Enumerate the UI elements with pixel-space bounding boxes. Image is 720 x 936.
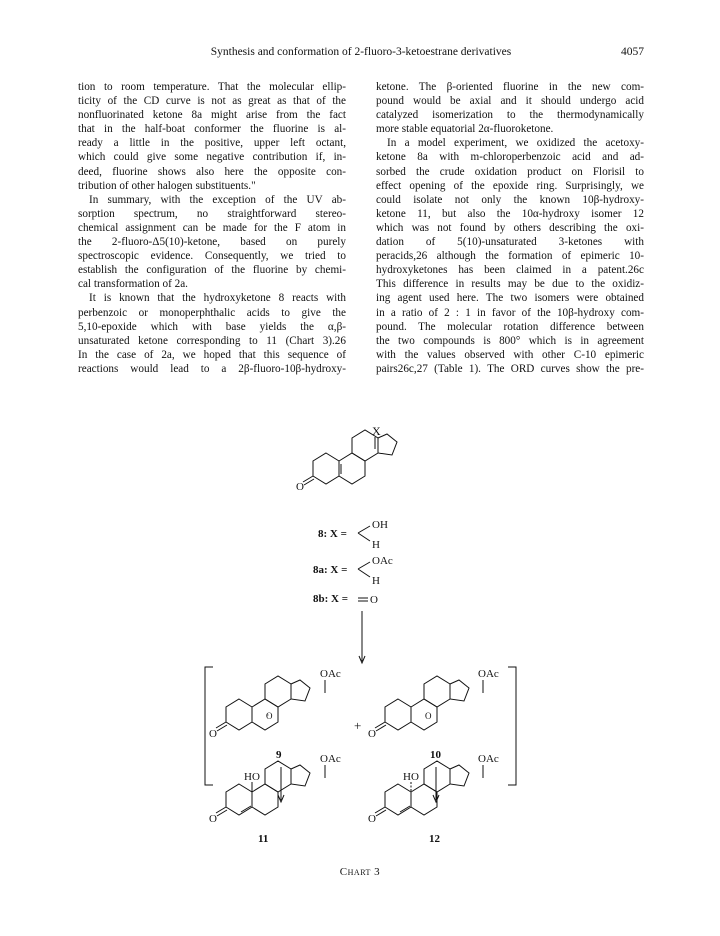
right-bracket xyxy=(508,667,516,785)
compound-8b-label: 8b: X = xyxy=(313,593,348,605)
oac-label: OAc xyxy=(478,753,499,765)
h-label: H xyxy=(372,539,380,551)
epoxide-o-label: O xyxy=(266,711,273,721)
compound-12-structure xyxy=(368,753,499,845)
text-line: establish the configuration of the fluorine by chemi- xyxy=(78,264,346,277)
paragraph xyxy=(78,80,346,193)
running-title: Synthesis and conformation of 2-fluoro-3-ketoestrane derivatives xyxy=(210,46,512,58)
text-line: effect opening of the epoxide ring. Surprisingly, we xyxy=(376,179,644,192)
substituent-x-label: X xyxy=(372,424,381,438)
text-line: spectroscopic evidence. Consequently, we tried to xyxy=(78,250,346,263)
paragraph xyxy=(78,193,346,292)
paragraph xyxy=(376,80,644,136)
compound-12-label: 12 xyxy=(429,833,440,845)
text-line: which could give some negative contribution if, in- xyxy=(78,151,346,164)
left-bracket xyxy=(205,667,213,785)
compound-9-label: 9 xyxy=(276,749,282,761)
text-line: In a model experiment, we oxidized the acetoxy- xyxy=(387,137,644,150)
text-line: ketone 8a with m-chloroperbenzoic acid and ad- xyxy=(376,151,644,164)
carbonyl-o-label: O xyxy=(368,728,376,740)
compound-11-label: 11 xyxy=(258,833,269,845)
text-line: sorption spectrum, no straightforward stereo- xyxy=(78,207,346,220)
text-line: cal transformation of 2a. xyxy=(78,278,188,291)
text-line: catalyzed isomerization to the thermodynamically xyxy=(376,109,644,122)
o-label: O xyxy=(370,594,378,606)
oac-label: OAc xyxy=(372,555,393,567)
compound-11-structure xyxy=(209,753,341,845)
text-line: that in the half-boat conformer the fluorine is al- xyxy=(78,123,346,136)
text-line: ticity of the CD curve is not as great as that of the xyxy=(78,95,346,108)
text-line: ready a little in the positive, upper left octant, xyxy=(78,137,346,150)
text-line: tribution of other halogen substituents." xyxy=(78,179,256,192)
compound-9-structure xyxy=(209,668,341,761)
reaction-scheme-chart xyxy=(0,395,720,865)
text-line: ketone. The β-oriented fluorine in the new com- xyxy=(376,81,644,93)
oac-label: OAc xyxy=(320,668,341,680)
paragraph xyxy=(376,136,644,376)
compound-10-structure xyxy=(368,668,499,761)
text-line: the two compounds is 800° which is in agreement xyxy=(376,334,644,347)
plus-sign: + xyxy=(354,718,362,733)
carbonyl-o-label: O xyxy=(209,728,217,740)
text-line: could isolate not only the known 10β-hydroxy- xyxy=(376,193,644,206)
text-line: reactions would lead to a 2β-fluoro-10β-hydroxy- xyxy=(78,362,346,375)
carbonyl-o-label: O xyxy=(368,813,376,825)
epoxide-o-label: O xyxy=(425,711,432,721)
text-line: pound. The molecular rotation difference between xyxy=(376,320,644,333)
h-label: H xyxy=(372,575,380,587)
left-column xyxy=(78,80,346,376)
right-column xyxy=(376,80,644,376)
page-number: 4057 xyxy=(621,46,644,58)
compound-8-label: 8: X = xyxy=(318,528,347,540)
chart-caption: Chart 3 xyxy=(339,866,381,878)
compound-10-label: 10 xyxy=(430,749,441,761)
ring-d xyxy=(378,434,397,455)
carbonyl-o-label: O xyxy=(209,813,217,825)
carbonyl-o-label: O xyxy=(296,481,304,493)
reaction-arrow xyxy=(278,767,284,802)
substituent-definitions xyxy=(313,519,393,606)
text-line: pairs26c,27 (Table 1). The ORD curves show the pre- xyxy=(376,362,644,375)
reaction-arrow xyxy=(433,767,439,802)
text-line: nonfluorinated ketone 8a might arise from the fact xyxy=(78,109,346,122)
reaction-arrow xyxy=(359,611,365,663)
oh-label: OH xyxy=(372,519,388,531)
text-line: sorbed the crude oxidation product on Florisil to xyxy=(376,165,644,178)
ring-a xyxy=(313,453,339,484)
ho-label: HO xyxy=(244,771,260,783)
ho-label: HO xyxy=(403,771,419,783)
text-line: peracids,26 although the formation of epimeric 10- xyxy=(376,250,644,263)
running-header xyxy=(78,46,644,62)
text-line: which was not found by others describing the oxi- xyxy=(376,221,644,234)
text-line: dation of 5(10)-unsaturated 3-ketones with xyxy=(376,236,644,249)
text-line: in a ratio of 2 : 1 in favor of the 10β-hydroxy com- xyxy=(376,306,644,319)
ring-b xyxy=(339,453,365,484)
text-line: It is known that the hydroxyketone 8 reacts with xyxy=(89,292,346,305)
text-line: ketone 11, but also the 10α-hydroxy isomer 12 xyxy=(376,207,644,220)
text-line: pound would be axial and it should undergo acid xyxy=(376,95,644,108)
compound-8-structure xyxy=(296,424,397,493)
text-line: In summary, with the exception of the UV ab- xyxy=(89,193,346,206)
text-line: hydroxyketones has been claimed in a patent.26c xyxy=(376,264,644,277)
text-line: In the case of 2a, we hoped that this sequence of xyxy=(78,348,346,361)
text-line: unsaturated ketone corresponding to 11 (Chart 3).26 xyxy=(78,334,346,347)
text-line: more stable equatorial 2α-fluoroketone. xyxy=(376,123,554,136)
compound-8a-label: 8a: X = xyxy=(313,564,348,576)
text-line: ing agent used here. The two isomers were obtained xyxy=(376,292,644,305)
text-line: with the values observed with other C-10 epimeric xyxy=(376,348,644,361)
text-line: deed, fluorine shows also here the opposite con- xyxy=(78,165,346,178)
oac-label: OAc xyxy=(478,668,499,680)
text-line: the 2-fluoro-Δ5(10)-ketone, based on purely xyxy=(78,236,346,249)
paragraph xyxy=(78,291,346,376)
text-line: This difference in results may be due to the oxidiz- xyxy=(376,278,644,291)
text-line: perbenzoic or monoperphthalic acids to give the xyxy=(78,306,346,319)
text-line: tion to room temperature. That the molecular ellip- xyxy=(78,81,346,93)
text-line: chemical assignment can be made for the F atom in xyxy=(78,221,346,234)
text-line: 5,10-epoxide which with base yields the α,β- xyxy=(78,320,346,333)
oac-label: OAc xyxy=(320,753,341,765)
